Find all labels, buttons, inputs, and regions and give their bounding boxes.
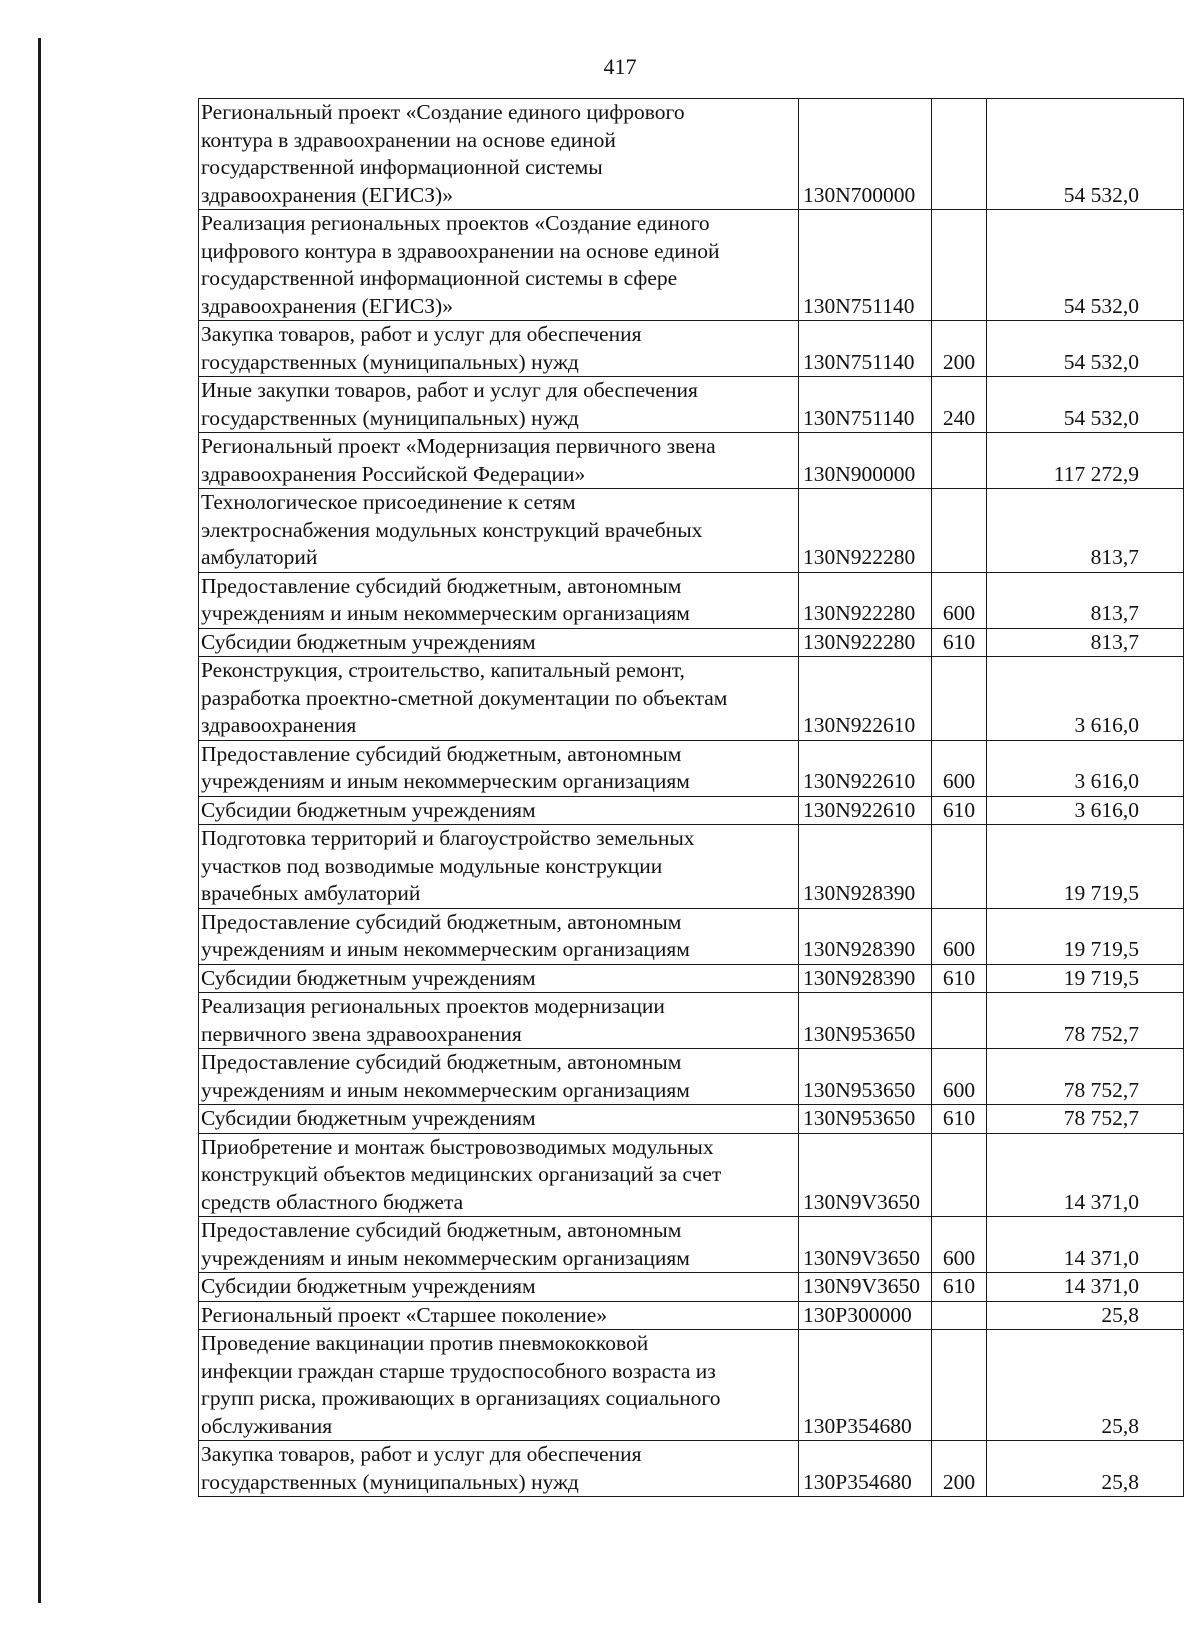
row-type-cell: 610 <box>932 964 987 993</box>
row-code-cell: 130N9V3650 <box>799 1133 932 1217</box>
row-amount-cell: 54 532,0 <box>987 377 1184 433</box>
row-amount-cell: 19 719,5 <box>987 964 1184 993</box>
table-row <box>199 993 1184 1049</box>
table-row <box>199 321 1184 377</box>
row-name-cell: Закупка товаров, работ и услуг для обеспечения государственных (муниципальных) нужд <box>199 1441 799 1497</box>
row-type-cell <box>932 99 987 210</box>
row-amount-cell: 14 371,0 <box>987 1133 1184 1217</box>
row-type-cell: 610 <box>932 1273 987 1302</box>
row-code-cell: 130N953650 <box>799 1105 932 1134</box>
row-name-cell: Реализация региональных проектов модернизации первичного звена здравоохранения <box>199 993 799 1049</box>
table-row <box>199 825 1184 909</box>
row-amount-cell: 14 371,0 <box>987 1273 1184 1302</box>
table-row <box>199 1301 1184 1330</box>
row-code-cell: 130N9V3650 <box>799 1273 932 1302</box>
table-row <box>199 908 1184 964</box>
row-type-cell: 600 <box>932 740 987 796</box>
table-body <box>199 99 1184 1497</box>
table-row <box>199 740 1184 796</box>
row-amount-cell: 19 719,5 <box>987 908 1184 964</box>
row-name-cell: Закупка товаров, работ и услуг для обеспечения государственных (муниципальных) нужд <box>199 321 799 377</box>
row-code-cell: 130N900000 <box>799 433 932 489</box>
row-code-cell: 130N953650 <box>799 993 932 1049</box>
table-row <box>199 796 1184 825</box>
row-name-cell: Региональный проект «Создание единого цифрового контура в здравоохранении на основе единой государственной информационной системы здравоохранения (ЕГИСЗ)» <box>199 99 799 210</box>
table-row <box>199 489 1184 573</box>
row-name-cell: Субсидии бюджетным учреждениям <box>199 964 799 993</box>
row-type-cell <box>932 489 987 573</box>
row-name-cell: Реконструкция, строительство, капитальный ремонт, разработка проектно-сметной документации по объектам здравоохранения <box>199 657 799 741</box>
row-amount-cell: 813,7 <box>987 628 1184 657</box>
row-amount-cell: 3 616,0 <box>987 657 1184 741</box>
row-type-cell: 610 <box>932 1105 987 1134</box>
row-code-cell: 130P354680 <box>799 1441 932 1497</box>
table-row <box>199 1049 1184 1105</box>
row-amount-cell: 54 532,0 <box>987 99 1184 210</box>
table-row <box>199 1441 1184 1497</box>
row-code-cell: 130N928390 <box>799 908 932 964</box>
row-code-cell: 130N922610 <box>799 796 932 825</box>
table-row <box>199 1105 1184 1134</box>
row-name-cell: Предоставление субсидий бюджетным, автономным учреждениям и иным некоммерческим организациям <box>199 1217 799 1273</box>
row-amount-cell: 25,8 <box>987 1441 1184 1497</box>
page-number: 417 <box>603 54 637 79</box>
row-amount-cell: 19 719,5 <box>987 825 1184 909</box>
row-name-cell: Предоставление субсидий бюджетным, автономным учреждениям и иным некоммерческим организациям <box>199 572 799 628</box>
row-name-cell: Приобретение и монтаж быстровозводимых модульных конструкций объектов медицинских организаций за счет средств областного бюджета <box>199 1133 799 1217</box>
row-type-cell: 600 <box>932 1217 987 1273</box>
table-row <box>199 572 1184 628</box>
table-row <box>199 99 1184 210</box>
row-name-cell: Региональный проект «Старшее поколение» <box>199 1301 799 1330</box>
row-type-cell <box>932 993 987 1049</box>
table-row <box>199 1273 1184 1302</box>
table-row <box>199 628 1184 657</box>
row-name-cell: Субсидии бюджетным учреждениям <box>199 1105 799 1134</box>
table-row <box>199 377 1184 433</box>
table-row <box>199 657 1184 741</box>
row-name-cell: Проведение вакцинации против пневмококковой инфекции граждан старше трудоспособного возраста из групп риска, проживающих в организациях социального обслуживания <box>199 1330 799 1441</box>
row-name-cell: Субсидии бюджетным учреждениям <box>199 628 799 657</box>
row-name-cell: Предоставление субсидий бюджетным, автономным учреждениям и иным некоммерческим организациям <box>199 1049 799 1105</box>
row-code-cell: 130N9V3650 <box>799 1217 932 1273</box>
row-amount-cell: 14 371,0 <box>987 1217 1184 1273</box>
row-amount-cell: 3 616,0 <box>987 740 1184 796</box>
row-type-cell <box>932 210 987 321</box>
row-name-cell: Подготовка территорий и благоустройство земельных участков под возводимые модульные конструкции врачебных амбулаторий <box>199 825 799 909</box>
row-type-cell: 200 <box>932 1441 987 1497</box>
row-amount-cell: 54 532,0 <box>987 210 1184 321</box>
row-amount-cell: 3 616,0 <box>987 796 1184 825</box>
row-code-cell: 130N751140 <box>799 321 932 377</box>
row-amount-cell: 54 532,0 <box>987 321 1184 377</box>
row-code-cell: 130N922280 <box>799 628 932 657</box>
row-code-cell: 130N922280 <box>799 572 932 628</box>
row-type-cell: 600 <box>932 1049 987 1105</box>
row-amount-cell: 78 752,7 <box>987 1049 1184 1105</box>
row-type-cell: 600 <box>932 572 987 628</box>
row-type-cell <box>932 1301 987 1330</box>
budget-table <box>198 98 1184 1497</box>
row-code-cell: 130N922280 <box>799 489 932 573</box>
row-type-cell: 240 <box>932 377 987 433</box>
row-amount-cell: 117 272,9 <box>987 433 1184 489</box>
row-amount-cell: 813,7 <box>987 489 1184 573</box>
row-name-cell: Иные закупки товаров, работ и услуг для обеспечения государственных (муниципальных) нужд <box>199 377 799 433</box>
row-amount-cell: 78 752,7 <box>987 993 1184 1049</box>
row-type-cell <box>932 1133 987 1217</box>
row-code-cell: 130N751140 <box>799 377 932 433</box>
row-type-cell <box>932 825 987 909</box>
table-row <box>199 433 1184 489</box>
row-amount-cell: 78 752,7 <box>987 1105 1184 1134</box>
row-type-cell: 600 <box>932 908 987 964</box>
row-amount-cell: 25,8 <box>987 1330 1184 1441</box>
row-code-cell: 130N922610 <box>799 657 932 741</box>
row-type-cell: 610 <box>932 796 987 825</box>
table-row <box>199 1217 1184 1273</box>
table-row <box>199 210 1184 321</box>
row-type-cell <box>932 433 987 489</box>
row-type-cell: 200 <box>932 321 987 377</box>
row-code-cell: 130N700000 <box>799 99 932 210</box>
row-name-cell: Субсидии бюджетным учреждениям <box>199 1273 799 1302</box>
row-name-cell: Предоставление субсидий бюджетным, автономным учреждениям и иным некоммерческим организациям <box>199 908 799 964</box>
row-type-cell <box>932 1330 987 1441</box>
table-row <box>199 1133 1184 1217</box>
row-code-cell: 130P354680 <box>799 1330 932 1441</box>
row-type-cell <box>932 657 987 741</box>
row-code-cell: 130N751140 <box>799 210 932 321</box>
table-row <box>199 1330 1184 1441</box>
row-amount-cell: 813,7 <box>987 572 1184 628</box>
row-name-cell: Технологическое присоединение к сетям электроснабжения модульных конструкций врачебных амбулаторий <box>199 489 799 573</box>
row-code-cell: 130N928390 <box>799 825 932 909</box>
row-code-cell: 130P300000 <box>799 1301 932 1330</box>
row-type-cell: 610 <box>932 628 987 657</box>
row-name-cell: Субсидии бюджетным учреждениям <box>199 796 799 825</box>
binding-edge-line <box>38 38 41 1603</box>
row-code-cell: 130N928390 <box>799 964 932 993</box>
row-code-cell: 130N953650 <box>799 1049 932 1105</box>
row-name-cell: Реализация региональных проектов «Создание единого цифрового контура в здравоохранении на основе единой государственной информационной системы в сфере здравоохранения (ЕГИСЗ)» <box>199 210 799 321</box>
row-name-cell: Предоставление субсидий бюджетным, автономным учреждениям и иным некоммерческим организациям <box>199 740 799 796</box>
row-code-cell: 130N922610 <box>799 740 932 796</box>
row-name-cell: Региональный проект «Модернизация первичного звена здравоохранения Российской Федерации» <box>199 433 799 489</box>
table-row <box>199 964 1184 993</box>
row-amount-cell: 25,8 <box>987 1301 1184 1330</box>
